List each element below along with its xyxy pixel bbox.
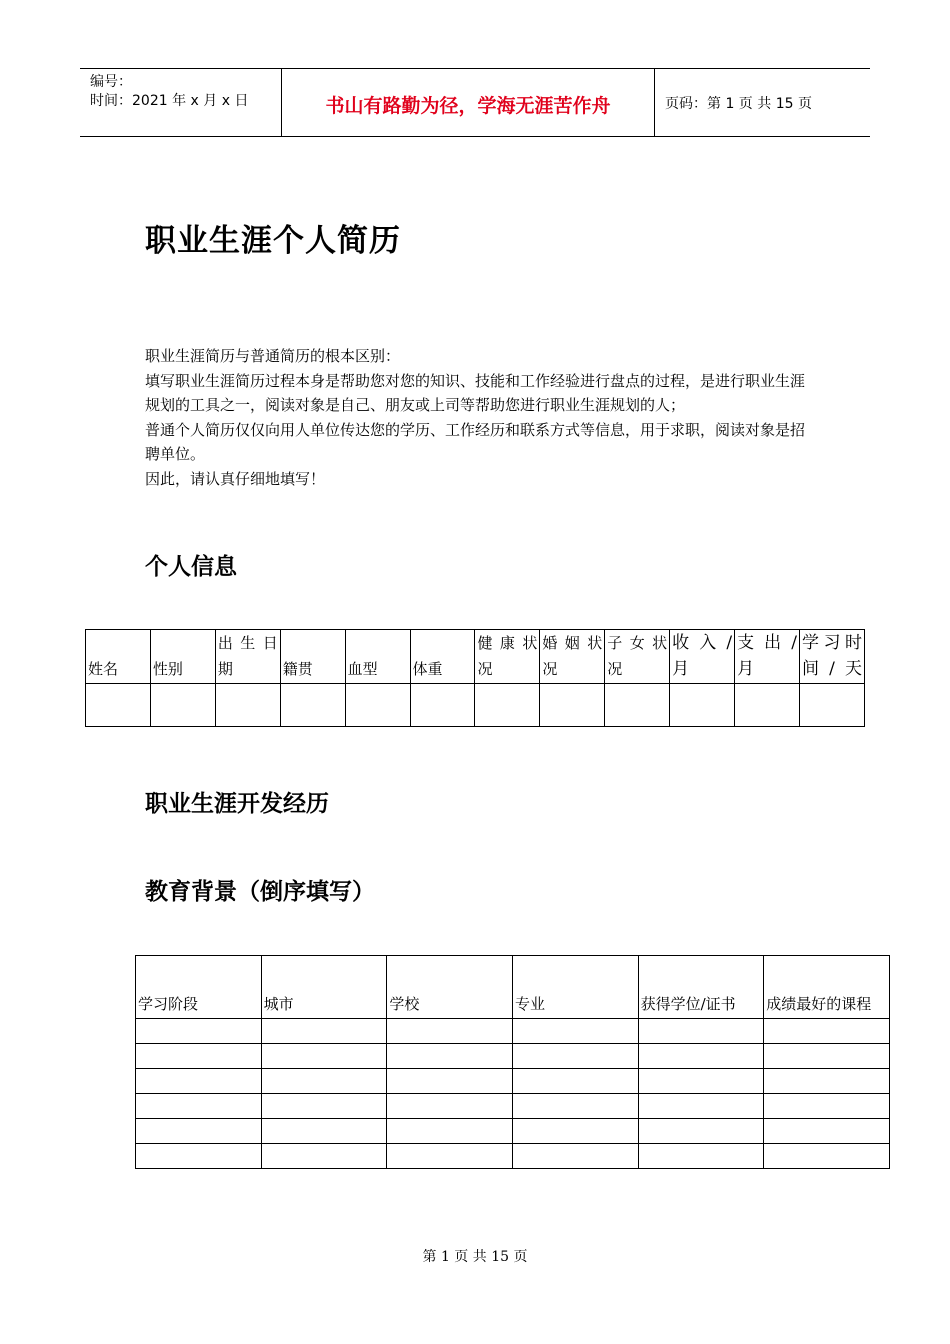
table-cell-input[interactable] — [136, 1144, 262, 1169]
section-heading-personal-info: 个人信息 — [145, 554, 237, 580]
table-header-cell: 健 康 状况 — [475, 630, 540, 684]
table-header-cell: 血型 — [345, 630, 410, 684]
page-header — [80, 68, 870, 137]
table-cell-input[interactable] — [136, 1019, 262, 1044]
table-cell-input[interactable] — [280, 684, 345, 727]
table-header-cell: 学习阶段 — [136, 956, 262, 1019]
education-table — [135, 955, 890, 1169]
table-header-row — [136, 956, 890, 1019]
table-cell-input[interactable] — [387, 1094, 513, 1119]
personal-info-table — [85, 629, 865, 727]
table-cell-input[interactable] — [638, 1119, 764, 1144]
intro-text — [145, 344, 810, 491]
table-header-cell: 性别 — [150, 630, 215, 684]
table-cell-input[interactable] — [410, 684, 475, 727]
table-cell-input[interactable] — [540, 684, 605, 727]
table-header-cell: 支 出 /月 — [735, 630, 800, 684]
table-cell-input[interactable] — [136, 1044, 262, 1069]
table-cell-input[interactable] — [261, 1069, 387, 1094]
table-cell-input[interactable] — [670, 684, 735, 727]
table-cell-input[interactable] — [764, 1094, 890, 1119]
table-cell-input[interactable] — [261, 1044, 387, 1069]
table-header-cell: 学校 — [387, 956, 513, 1019]
table-cell-input[interactable] — [136, 1119, 262, 1144]
table-cell-input[interactable] — [764, 1069, 890, 1094]
table-cell-input[interactable] — [136, 1069, 262, 1094]
header-page-info: 页码：第 1 页 共 15 页 — [665, 96, 812, 112]
intro-paragraph: 职业生涯简历与普通简历的根本区别： — [145, 347, 401, 365]
intro-paragraph: 普通个人简历仅仅向用人单位传达您的学历、工作经历和联系方式等信息，用于求职，阅读对象是招聘单位。 — [145, 420, 806, 463]
table-header-row — [86, 630, 865, 684]
table-row — [86, 684, 865, 727]
table-cell-input[interactable] — [512, 1144, 638, 1169]
table-row — [136, 1019, 890, 1044]
table-cell-input[interactable] — [638, 1044, 764, 1069]
table-cell-input[interactable] — [512, 1094, 638, 1119]
table-cell-input[interactable] — [605, 684, 670, 727]
table-cell-input[interactable] — [512, 1044, 638, 1069]
table-cell-input[interactable] — [387, 1119, 513, 1144]
table-cell-input[interactable] — [475, 684, 540, 727]
table-cell-input[interactable] — [136, 1094, 262, 1119]
table-cell-input[interactable] — [387, 1019, 513, 1044]
table-header-cell: 收 入 /月 — [670, 630, 735, 684]
table-cell-input[interactable] — [261, 1019, 387, 1044]
table-cell-input[interactable] — [764, 1144, 890, 1169]
table-cell-input[interactable] — [387, 1044, 513, 1069]
table-cell-input[interactable] — [261, 1094, 387, 1119]
table-cell-input[interactable] — [215, 684, 280, 727]
table-cell-input[interactable] — [387, 1144, 513, 1169]
table-row — [136, 1069, 890, 1094]
section-heading-career-development: 职业生涯开发经历 — [145, 791, 329, 817]
table-cell-input[interactable] — [512, 1019, 638, 1044]
table-row — [136, 1119, 890, 1144]
header-meta — [90, 73, 248, 111]
table-header-cell: 体重 — [410, 630, 475, 684]
header-motto: 书山有路勤为径，学海无涯苦作舟 — [325, 95, 611, 117]
table-cell-input[interactable] — [261, 1119, 387, 1144]
table-header-cell: 专业 — [512, 956, 638, 1019]
table-row — [136, 1094, 890, 1119]
table-header-cell: 成绩最好的课程 — [764, 956, 890, 1019]
table-header-cell: 婚 姻 状况 — [540, 630, 605, 684]
section-heading-education: 教育背景（倒序填写） — [145, 879, 375, 905]
document-number-label: 编号： — [90, 74, 132, 90]
table-header-cell: 城市 — [261, 956, 387, 1019]
header-divider — [654, 69, 655, 136]
table-row — [136, 1044, 890, 1069]
table-cell-input[interactable] — [512, 1069, 638, 1094]
table-cell-input[interactable] — [799, 684, 864, 727]
document-title: 职业生涯个人简历 — [145, 223, 401, 259]
page-footer: 第 1 页 共 15 页 — [422, 1249, 528, 1265]
table-row — [136, 1144, 890, 1169]
table-cell-input[interactable] — [150, 684, 215, 727]
table-cell-input[interactable] — [638, 1144, 764, 1169]
table-header-cell: 子 女 状况 — [605, 630, 670, 684]
table-cell-input[interactable] — [638, 1094, 764, 1119]
table-cell-input[interactable] — [764, 1119, 890, 1144]
table-header-cell: 出 生 日期 — [215, 630, 280, 684]
table-cell-input[interactable] — [387, 1069, 513, 1094]
table-header-cell: 姓名 — [86, 630, 151, 684]
document-time-label: 时间：2021 年 x 月 x 日 — [90, 93, 249, 109]
intro-paragraph: 填写职业生涯简历过程本身是帮助您对您的知识、技能和工作经验进行盘点的过程，是进行职业生涯规划的工具之一，阅读对象是自己、朋友或上司等帮助您进行职业生涯规划的人； — [145, 371, 806, 414]
table-cell-input[interactable] — [345, 684, 410, 727]
table-cell-input[interactable] — [512, 1119, 638, 1144]
table-cell-input[interactable] — [86, 684, 151, 727]
intro-paragraph: 因此，请认真仔细地填写！ — [145, 469, 326, 488]
table-cell-input[interactable] — [261, 1144, 387, 1169]
table-cell-input[interactable] — [764, 1044, 890, 1069]
table-cell-input[interactable] — [764, 1019, 890, 1044]
table-cell-input[interactable] — [638, 1069, 764, 1094]
table-header-cell: 学习时间/天 — [799, 630, 864, 684]
table-cell-input[interactable] — [735, 684, 800, 727]
table-cell-input[interactable] — [638, 1019, 764, 1044]
table-header-cell: 获得学位/证书 — [638, 956, 764, 1019]
table-header-cell: 籍贯 — [280, 630, 345, 684]
